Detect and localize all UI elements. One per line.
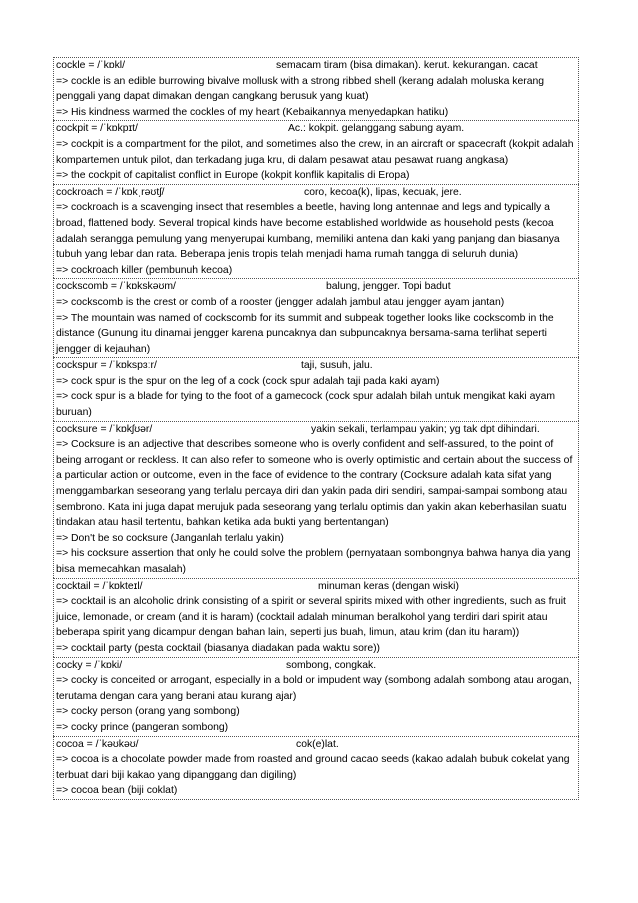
meaning: taji, susuh, jalu.	[301, 360, 373, 372]
example-line: => The mountain was named of cockscomb for its summit and subpeak together looks like cockscomb in the distance (Gunung itu dinamai jengger karena puncaknya dan subpuncaknya bersama-sama terlihat seperti jengger di kejauhan)	[56, 312, 554, 355]
example-line: => cocky prince (pangeran sombong)	[56, 721, 229, 733]
entry-cockle	[53, 57, 579, 120]
entry-cockroach	[53, 184, 579, 279]
pronunciation: cockspur = /ˈkɒkspɜːr/	[56, 360, 157, 372]
entry-headline	[56, 185, 576, 201]
example-line: => cocktail is an alcoholic drink consisting of a spirit or several spirits mixed with other ingredients, such as fruit juice, lemonade, or cream (and it is haram) (cocktail adalah minuman beralkohol yang terdiri dari spirit atau beberapa spirit yang dicampur dengan bahan lain, seperti jus buah, limun, atau krim (dan itu haram))	[56, 596, 566, 639]
meaning: Ac.: kokpit. gelanggang sabung ayam.	[288, 123, 465, 135]
entry-cocoa	[53, 736, 579, 800]
entry-cockspur	[53, 357, 579, 420]
example-line: => cocky is conceited or arrogant, especially in a bold or impudent way (sombong adalah sombong atau arogan, terutama dengan cara yang berani atau kurang ajar)	[56, 675, 572, 702]
meaning: sombong, congkak.	[286, 659, 377, 671]
example-line: => cocktail party (pesta cocktail (biasanya diadakan pada waktu sore))	[56, 642, 381, 654]
example-line: => the cockpit of capitalist conflict in Europe (kokpit konflik kapitalis di Eropa)	[56, 170, 410, 182]
entry-headline	[56, 658, 576, 674]
entry-cockpit	[53, 120, 579, 183]
pronunciation: cockscomb = /ˈkɒkskəʊm/	[56, 281, 176, 293]
entry-cockscomb	[53, 278, 579, 357]
meaning: cok(e)lat.	[296, 738, 339, 750]
entry-cocky	[53, 657, 579, 736]
example-line: => cockpit is a compartment for the pilot, and sometimes also the crew, in an aircraft or spacecraft (kokpit adalah kompartemen untuk pilot, dan terkadang juga kru, di dalam pesawat atau pesawat ruang angkasa)	[56, 138, 574, 166]
example-line: => cockle is an edible burrowing bivalve mollusk with a strong ribbed shell (kerang adalah moluska kerang penggali yang dapat dimakan dengan cangkang berusuk yang kuat)	[56, 75, 545, 103]
pronunciation: cocky = /ˈkɒki/	[56, 659, 123, 671]
meaning: yakin sekali, terlampau yakin; yg tak dpt dihindari.	[311, 423, 540, 435]
example-line: => cocoa bean (biji coklat)	[56, 785, 178, 797]
entry-cocksure	[53, 421, 579, 578]
example-line: => Cocksure is an adjective that describes someone who is overly confident and self-assured, to the point of being arrogant or reckless. It can also refer to someone who is overly optimistic and certain about the success of a particular action or outcome, even in the face of evidence to the contrary (Cocksure adalah kata sifat yang menggambarkan seseorang yang terlalu percaya diri dan yakin pada diri sendiri, sampai-sampai sombong atau sembrono. Kata ini juga dapat merujuk pada seseorang yang terlalu optimis dan yakin akan keberhasilan suatu tindakan atau hasil tertentu, bahkan ketika ada bukti yang bertentangan)	[56, 439, 573, 529]
example-line: => Don't be so cocksure (Janganlah terlalu yakin)	[56, 532, 284, 544]
pronunciation: cocksure = /ˈkɒkʃʊər/	[56, 423, 153, 435]
entry-headline	[56, 579, 576, 595]
example-line: => cock spur is the spur on the leg of a cock (cock spur adalah taji pada kaki ayam)	[56, 375, 440, 387]
pronunciation: cockle = /ˈkɒkl/	[56, 60, 126, 71]
example-line: => cockroach killer (pembunuh kecoa)	[56, 264, 233, 276]
entry-headline	[56, 121, 576, 137]
meaning: semacam tiram (bisa dimakan). kerut. kekurangan. cacat	[276, 60, 538, 71]
entry-headline	[56, 279, 576, 295]
pronunciation: cocoa = /ˈkəʊkəʊ/	[56, 738, 139, 750]
pronunciation: cockpit = /ˈkɒkpɪt/	[56, 123, 138, 135]
meaning: balung, jengger. Topi badut	[326, 281, 451, 293]
dictionary-page	[53, 57, 579, 800]
entry-cocktail	[53, 578, 579, 657]
entry-headline	[56, 737, 576, 753]
example-line: => cocky person (orang yang sombong)	[56, 706, 240, 718]
example-line: => cockroach is a scavenging insect that resembles a beetle, having long antennae and legs and typically a broad, flattened body. Several tropical kinds have become established worldwide as household pests (kecoa adalah serangga pemulung yang menyerupai kumbang, memiliki antena dan kaki yang panjang dan biasanya tubuh yang lebar dan rata. Beberapa jenis tropis telah menjadi hama rumah tangga di seluruh dunia)	[56, 202, 560, 261]
example-line: => cock spur is a blade for tying to the foot of a gamecock (cock spur adalah bilah untuk mengikat kaki ayam buruan)	[56, 391, 556, 419]
entry-headline	[56, 422, 576, 438]
example-line: => his cocksure assertion that only he could solve the problem (pernyataan sombongnya bahwa hanya dia yang bisa memecahkan masalah)	[56, 548, 571, 575]
entry-headline	[56, 358, 576, 374]
meaning: coro, kecoa(k), lipas, kecuak, jere.	[304, 186, 462, 198]
meaning: minuman keras (dengan wiski)	[318, 580, 459, 592]
entry-headline	[56, 58, 576, 74]
pronunciation: cocktail = /ˈkɒkteɪl/	[56, 580, 143, 592]
pronunciation: cockroach = /ˈkɒkˌrəʊtʃ/	[56, 186, 165, 198]
example-line: => cocoa is a chocolate powder made from roasted and ground cacao seeds (kakao adalah bubuk cokelat yang terbuat dari biji kakao yang dipanggang dan digiling)	[56, 754, 570, 781]
example-line: => cockscomb is the crest or comb of a rooster (jengger adalah jambul atau jengger ayam jantan)	[56, 296, 505, 308]
example-line: => His kindness warmed the cockles of my heart (Kebaikannya menyedapkan hatiku)	[56, 106, 449, 118]
